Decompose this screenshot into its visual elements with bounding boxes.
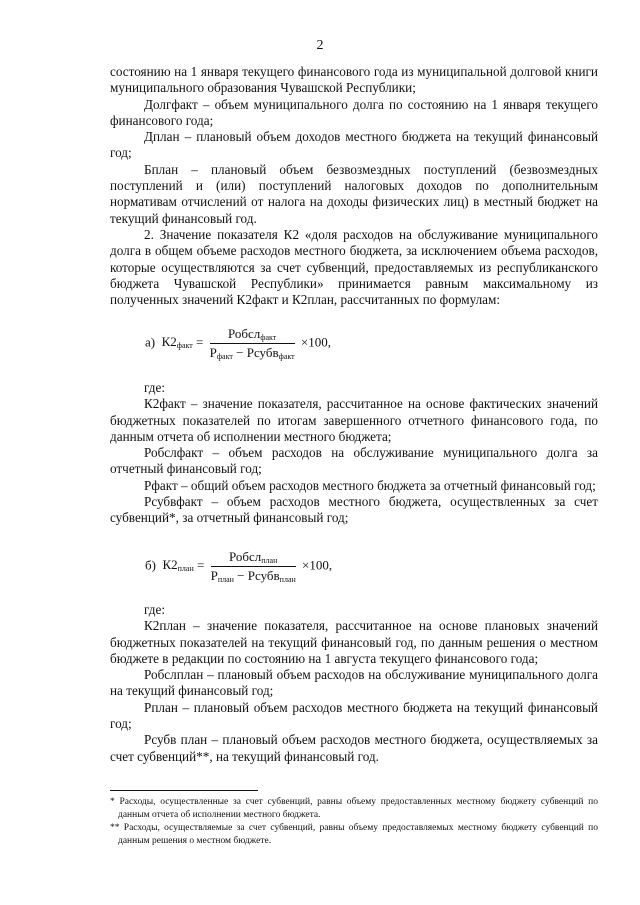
formula-b-fraction: [211, 549, 296, 584]
text-block-4: [110, 602, 598, 765]
paragraph-r-fakt: Рфакт – общий объем расходов местного бюджета за отчетный финансовый год;: [144, 477, 596, 493]
footnote-1: * Расходы, осуществленные за счет субвенций, равны объему предоставленных местному бюджету субвенций по данным отчета об исполнении местного бюджета.: [110, 797, 598, 820]
formula-a-fraction: [210, 326, 295, 361]
text-block-2: [110, 227, 598, 308]
formula-b-tail: ×100,: [302, 557, 333, 573]
page-number: 2: [316, 38, 324, 53]
gde-label-1: где:: [144, 380, 165, 395]
formula-a-denominator: $Р_{факт}$ − Рсубв$_{факт}$: [209, 345, 295, 361]
paragraph-dplan: Дплан – плановый объем доходов местного бюджета на текущий финансовый год;: [110, 129, 598, 161]
footnote-separator: [110, 790, 258, 791]
paragraph-continuation: состоянию на 1 января текущего финансового года из муниципальной долговой книги муниципального образования Чувашской Республики;: [110, 64, 598, 96]
paragraph-rsubv-plan: Рсубв план – плановый объем расходов местного бюджета, осуществляемых за счет субвенций**, на текущий финансовый год.: [110, 732, 598, 764]
formula-a-tail: ×100,: [300, 334, 331, 350]
formula-b-lhs: $К2_{план}$: [162, 557, 194, 574]
text-block-3: [110, 380, 598, 527]
paragraph-dolg: Долгфакт – объем муниципального долга по состоянию на 1 января текущего финансового года;: [110, 96, 598, 128]
formula-b-numerator: Робсл$_{план}$: [211, 549, 296, 567]
formula-a-numerator: Робсл$_{факт}$: [210, 326, 295, 344]
text-block-1: [110, 64, 598, 227]
gde-label-2: где:: [144, 602, 165, 617]
paragraph-r-plan: Рплан – плановый объем расходов местного бюджета на текущий финансовый год;: [110, 699, 598, 732]
formula-b: б) $К2_{план}$ = $\frac{Робсл_{план}}{Р_{план} - Рсубв_{план}}$ ×100,: [145, 549, 333, 584]
formula-b-label: б): [145, 557, 156, 573]
paragraph-k2fakt: К2факт – значение показателя, рассчитанное на основе фактических значений бюджетных показателей по итогам завершенного отчетного финансового года, по данным отчета об исполнении местного бюджета;: [110, 396, 598, 444]
footnotes: [110, 796, 598, 848]
footnote-2: ** Расходы, осуществляемые за счет субвенций, равны объему предоставляемых местному бюджету субвенций по данным решения о местном бюджете.: [110, 823, 598, 846]
paragraph-bplan: Бплан – плановый объем безвозмездных поступлений (безвозмездных поступлений и (или) поступлений налоговых доходов по дополнительным нормативам отчислений от налога на доходы физических лиц) в местный бюджет на текущий финансовый год.: [110, 161, 598, 226]
formula-a-lhs: $К2_{факт}$: [161, 334, 193, 351]
formula-a: а) $К2_{факт}$ = $\frac{Робсл_{факт}}{Р_{факт} - Рсубв_{факт}}$ ×100,: [145, 326, 331, 361]
formula-a-label: а): [145, 334, 156, 350]
paragraph-k2plan: К2план – значение показателя, рассчитанное на основе плановых значений бюджетных показателей на текущий финансовый год, по данным решения о местном бюджете в редакции по состоянию на 1 августа текущего финансового года;: [110, 618, 598, 666]
paragraph-rsubv-fakt: Рсубвфакт – объем расходов местного бюджета, осуществленных за счет субвенций*, за отчетный финансовый год;: [110, 494, 598, 526]
paragraph-k2-definition: 2. Значение показателя К2 «доля расходов на обслуживание муниципального долга в общем объеме расходов местного бюджета, за исключением объема расходов, которые осуществляются за счет субвенций, предоставляемых из республиканского бюджета Чувашской Республики» принимается равным максимальному из полученных значений К2факт и К2план, рассчитанных по формулам:: [110, 227, 598, 308]
formula-b-denominator: $Р_{план}$ − Рсубв$_{план}$: [210, 568, 296, 584]
paragraph-robsl-plan: Робслплан – плановый объем расходов на обслуживание муниципального долга на текущий финансовый год;: [110, 667, 598, 699]
paragraph-robsl-fakt: Робслфакт – объем расходов на обслуживание муниципального долга за отчетный финансовый год;: [110, 445, 598, 477]
